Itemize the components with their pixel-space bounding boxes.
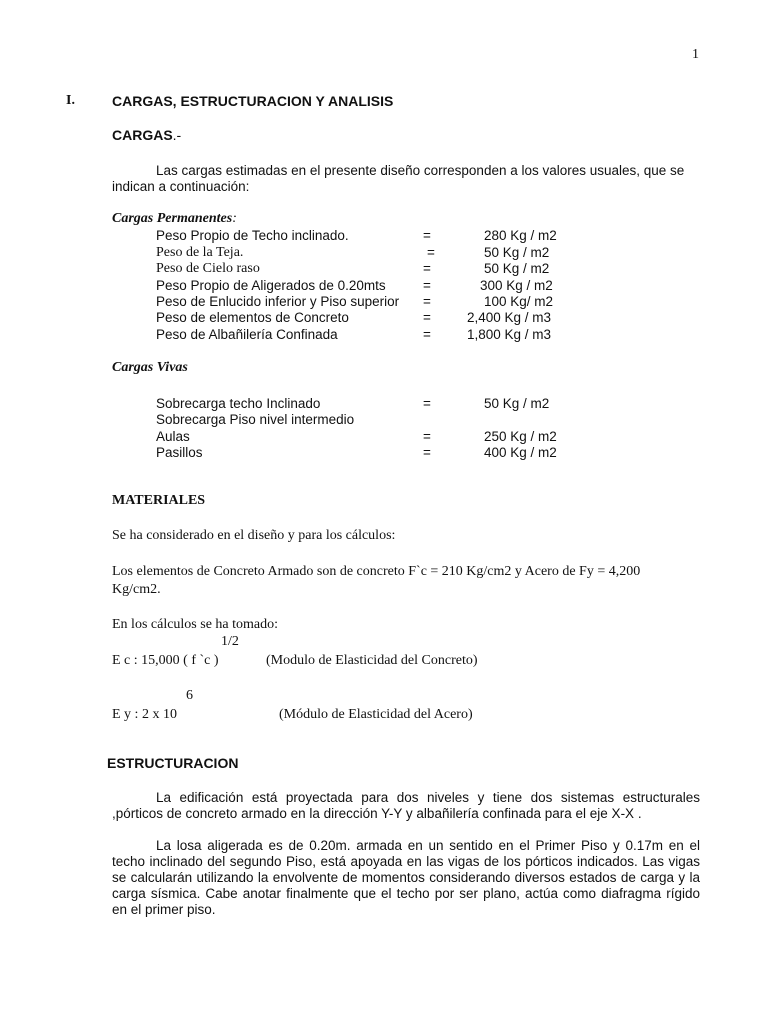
load-equals: = (423, 294, 431, 309)
vivas-title: Cargas Vivas (112, 360, 188, 375)
load-label: Pasillos (156, 445, 203, 460)
load-label: Sobrecarga techo Inclinado (156, 396, 321, 411)
load-label: Peso de Albañilería Confinada (156, 327, 338, 342)
section-numeral: I. (66, 93, 75, 108)
load-value: 280 Kg / m2 (484, 228, 557, 243)
load-label: Peso de la Teja. (156, 245, 244, 260)
load-value: 100 Kg/ m2 (484, 294, 554, 309)
materiales-p2-line1: Los elementos de Concreto Armado son de concreto F`c = 210 Kg/cm2 y Acero de Fy = 4,200 (112, 564, 641, 579)
load-label: Peso Propio de Techo inclinado. (156, 228, 349, 243)
materiales-p1: Se ha considerado en el diseño y para los cálculos: (112, 528, 396, 543)
materiales-heading: MATERIALES (112, 493, 206, 508)
load-equals: = (423, 327, 431, 342)
load-equals: = (423, 228, 431, 243)
ey-description: (Módulo de Elasticidad del Acero) (279, 707, 473, 722)
estructuracion-heading: ESTRUCTURACION (107, 755, 239, 771)
load-value: 50 Kg / m2 (484, 261, 550, 276)
ec-exponent: 1/2 (221, 634, 239, 649)
load-label: Peso de Enlucido inferior y Piso superior (156, 294, 400, 309)
section-title: CARGAS, ESTRUCTURACION Y ANALISIS (112, 93, 394, 109)
estructuracion-p2: La losa aligerada es de 0.20m. armada en un sentido en el Primer Piso y 0.17m en el techo inclinado del segundo Piso, está apoyada en las vigas de los pórticos indicados. Las vigas se calcularán utilizando la envolvente de momentos considerando diversos estados de carga y la carga sísmica. Cabe anotar finalmente que el techo por ser plano, actúa como diafragma rígido en el primer piso. (112, 838, 700, 917)
load-equals: = (423, 261, 431, 276)
load-equals: = (423, 445, 431, 460)
load-label: Sobrecarga Piso nivel intermedio (156, 412, 355, 427)
load-equals: = (423, 310, 431, 325)
materiales-p3: En los cálculos se ha tomado: (112, 617, 279, 632)
load-label: Peso de elementos de Concreto (156, 310, 349, 325)
load-value: 50 Kg / m2 (484, 396, 550, 411)
load-value: 50 Kg / m2 (484, 245, 550, 260)
load-label: Peso Propio de Aligerados de 0.20mts (156, 278, 386, 293)
cargas-heading-suffix: .- (172, 127, 182, 143)
load-value: 250 Kg / m2 (484, 429, 557, 444)
permanentes-title-text: Cargas Permanentes (112, 211, 233, 226)
cargas-heading-text: CARGAS (112, 127, 173, 143)
load-equals: = (427, 245, 435, 260)
load-equals: = (423, 429, 431, 444)
load-equals: = (423, 396, 431, 411)
load-value: 1,800 Kg / m3 (467, 327, 552, 342)
load-label: Peso de Cielo raso (156, 261, 260, 276)
load-equals: = (423, 278, 431, 293)
ey-exponent: 6 (186, 688, 193, 703)
permanentes-title-colon: : (232, 211, 237, 226)
cargas-intro-line2: indican a continuación: (112, 179, 250, 194)
cargas-intro-line1: Las cargas estimadas en el presente diseño corresponden a los valores usuales, que se (156, 163, 685, 178)
page-number: 1 (692, 47, 699, 62)
load-label: Aulas (156, 429, 190, 444)
estructuracion-p1: La edificación está proyectada para dos niveles y tiene dos sistemas estructurales ,pórticos de concreto armado en la dirección Y-Y y albañilería confinada para el eje X-X . (112, 790, 700, 821)
ec-description: (Modulo de Elasticidad del Concreto) (266, 653, 478, 668)
ec-formula: E c : 15,000 ( f `c ) (112, 653, 219, 668)
materiales-p2-line2: Kg/cm2. (112, 582, 161, 597)
load-value: 2,400 Kg / m3 (467, 310, 552, 325)
load-value: 400 Kg / m2 (484, 445, 557, 460)
ey-formula: E y : 2 x 10 (112, 707, 177, 722)
load-value: 300 Kg / m2 (480, 278, 553, 293)
